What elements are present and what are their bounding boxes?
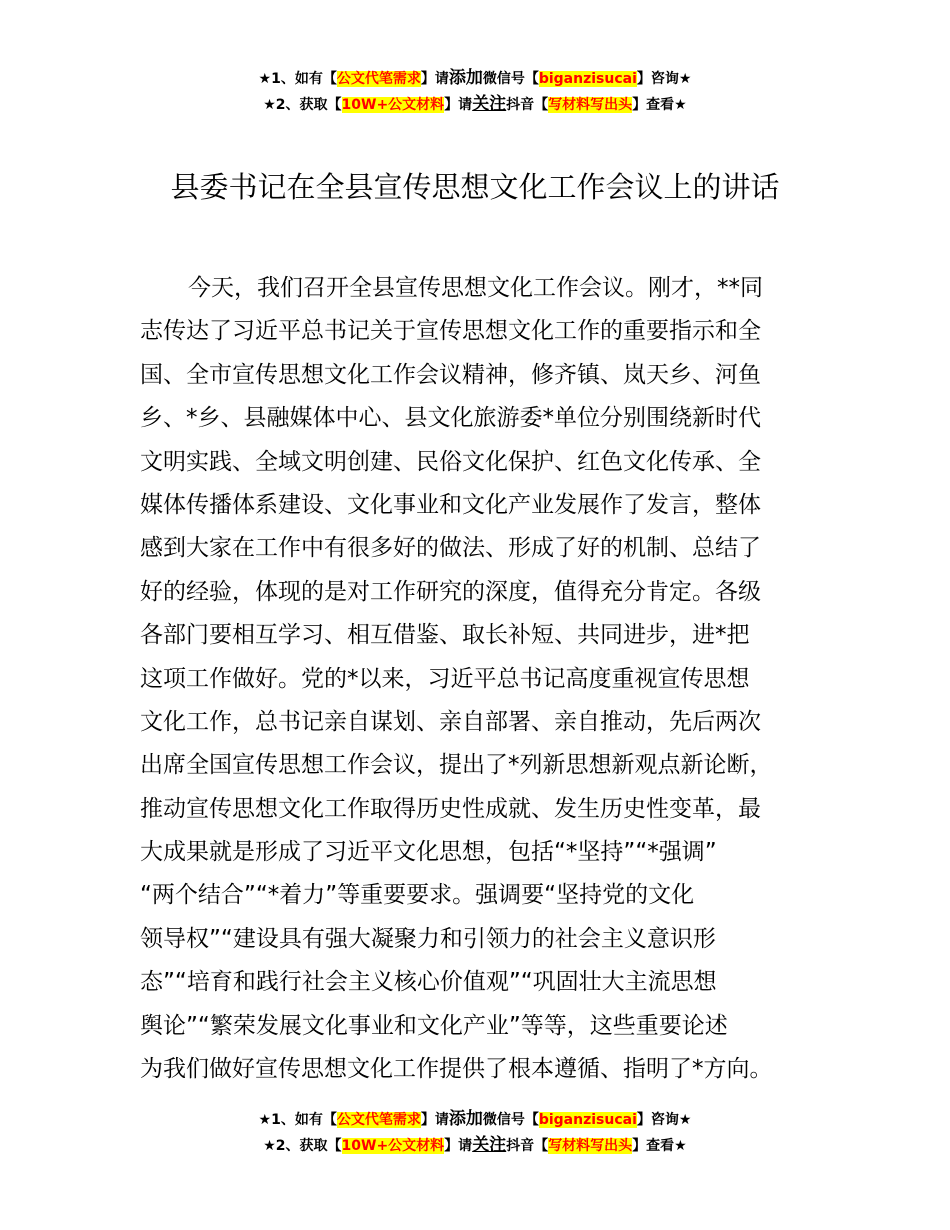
document-title: 县委书记在全县宣传思想文化工作会议上的讲话 xyxy=(170,170,780,204)
body-line: 感到大家在工作中有很多好的做法、形成了好的机制、总结了 xyxy=(140,535,761,562)
banner-line-1 xyxy=(0,1107,950,1133)
body-line: 文化工作，总书记亲自谋划、亲自部署、亲自推动，先后两次 xyxy=(140,708,761,735)
banner-emphasis: 添加 xyxy=(448,1109,483,1129)
banner-text: ★1、如有【 xyxy=(258,1112,337,1128)
highlight-materials: 10W+公文材料 xyxy=(341,1138,445,1154)
body-line: 为我们做好宣传思想文化工作提供了根本遵循、指明了*方向。 xyxy=(140,1056,773,1083)
banner-text: 】请 xyxy=(444,1138,473,1154)
banner-text: 】咨询★ xyxy=(636,71,692,87)
body-line: 国、全市宣传思想文化工作会议精神，修齐镇、岚天乡、河鱼 xyxy=(140,361,761,388)
banner-text: 】查看★ xyxy=(632,97,687,113)
banner-text: 抖音【 xyxy=(506,97,549,113)
banner-line-2 xyxy=(0,1133,950,1159)
banner-text: ★1、如有【 xyxy=(258,71,337,87)
body-line: 文明实践、全域文明创建、民俗文化保护、红色文化传承、全 xyxy=(140,448,761,475)
banner-line-1 xyxy=(0,66,950,92)
body-line: 好的经验，体现的是对工作研究的深度，值得充分肯定。各级 xyxy=(140,578,761,605)
highlight-ghostwriting: 公文代笔需求 xyxy=(336,71,421,87)
banner-text: 】请 xyxy=(444,97,473,113)
banner-text: 微信号【 xyxy=(482,71,539,87)
highlight-materials: 10W+公文材料 xyxy=(341,97,445,113)
body-line: 态”“培育和践行社会主义核心价值观”“巩固壮大主流思想 xyxy=(140,969,717,996)
banner-emphasis: 添加 xyxy=(448,68,483,88)
banner-text: 抖音【 xyxy=(506,1138,549,1154)
banner-line-2 xyxy=(0,92,950,118)
banner-emphasis: 关注 xyxy=(472,94,507,114)
banner-text: 微信号【 xyxy=(482,1112,539,1128)
body-line: 推动宣传思想文化工作取得历史性成就、发生历史性变革，最 xyxy=(140,795,761,822)
banner-text: 】咨询★ xyxy=(636,1112,692,1128)
highlight-douyin: 写材料写出头 xyxy=(548,97,633,113)
highlight-douyin: 写材料写出头 xyxy=(548,1138,633,1154)
banner-text: 】请 xyxy=(420,1112,449,1128)
footer-banner xyxy=(0,1107,950,1159)
body-line: 志传达了习近平总书记关于宣传思想文化工作的重要指示和全 xyxy=(140,318,761,345)
body-line: 乡、*乡、县融媒体中心、县文化旅游委*单位分别围绕新时代 xyxy=(140,405,761,432)
body-line: 舆论”“繁荣发展文化事业和文化产业”等等，这些重要论述 xyxy=(140,1012,728,1039)
body-line: 今天，我们召开全县宣传思想文化工作会议。刚才，**同 xyxy=(188,275,763,301)
body-line: 出席全国宣传思想工作会议，提出了*列新思想新观点新论断， xyxy=(140,752,773,779)
banner-text: 】请 xyxy=(420,71,449,87)
highlight-wechat-id: biganzisucai xyxy=(538,1112,637,1128)
body-line: “两个结合”“*着力”等重要要求。强调要“坚持党的文化 xyxy=(140,882,695,909)
banner-text: ★2、获取【 xyxy=(263,1138,342,1154)
highlight-wechat-id: biganzisucai xyxy=(538,71,637,87)
header-banner xyxy=(0,66,950,118)
highlight-ghostwriting: 公文代笔需求 xyxy=(336,1112,421,1128)
body-line: 各部门要相互学习、相互借鉴、取长补短、共同进步，进*把 xyxy=(140,622,750,649)
body-line: 媒体传播体系建设、文化事业和文化产业发展作了发言，整体 xyxy=(140,491,761,518)
body-line: 这项工作做好。党的*以来，习近平总书记高度重视宣传思想 xyxy=(140,665,750,692)
banner-text: ★2、获取【 xyxy=(263,97,342,113)
document-body xyxy=(140,267,832,1091)
body-line: 领导权”“建设具有强大凝聚力和引领力的社会主义意识形 xyxy=(140,925,716,952)
body-line: 大成果就是形成了习近平文化思想，包括“*坚持”“*强调” xyxy=(140,839,717,866)
banner-emphasis: 关注 xyxy=(472,1135,507,1155)
banner-text: 】查看★ xyxy=(632,1138,687,1154)
